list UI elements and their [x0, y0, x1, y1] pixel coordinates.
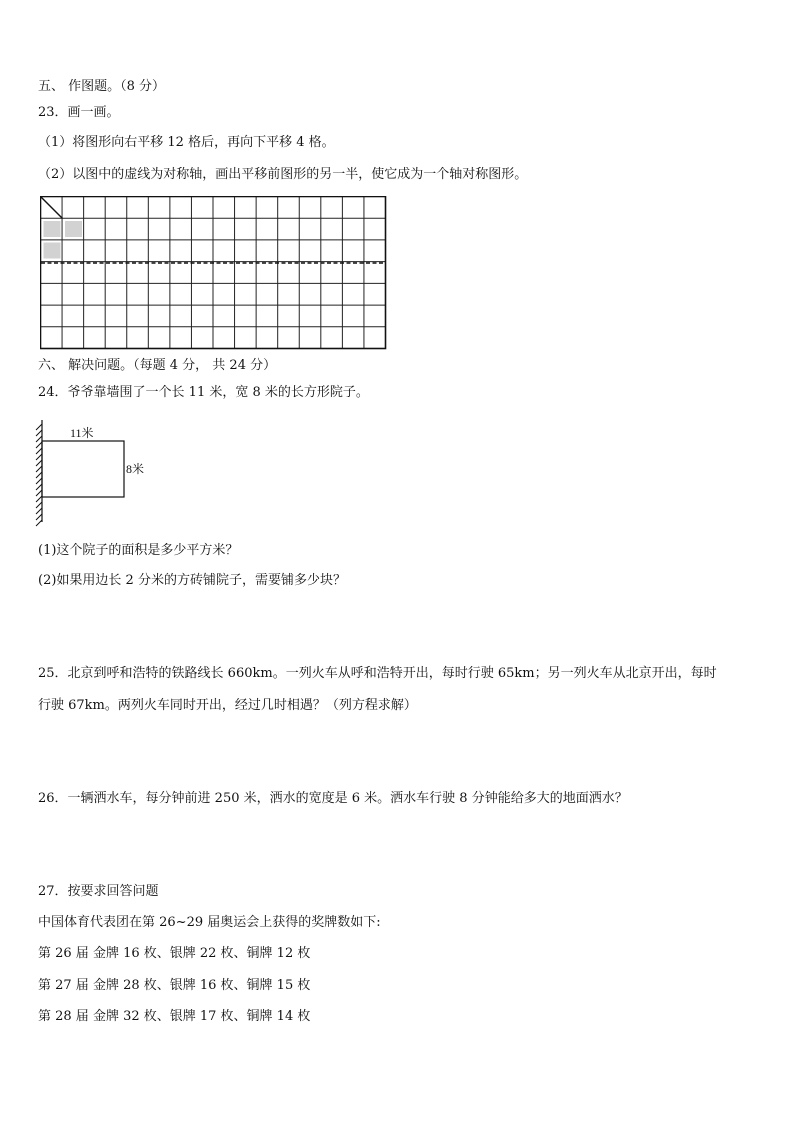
hatch-stroke [36, 424, 42, 430]
hatch-stroke [36, 478, 42, 484]
medal-row-26: 第 26 届 金牌 16 枚、银牌 22 枚、铜牌 12 枚 [38, 946, 311, 961]
shaded-cell [44, 221, 61, 237]
shaded-cell [65, 221, 82, 237]
hatch-stroke [36, 466, 42, 472]
hatch-stroke [36, 448, 42, 454]
hatch-stroke [36, 484, 42, 490]
question-23-title: 23．画一画。 [38, 105, 120, 120]
translation-grid [40, 196, 390, 352]
question-25-line-1: 25．北京到呼和浩特的铁路线长 660km。一列火车从呼和浩特开出，每时行驶 65km；另一列火车从北京开出，每时 [38, 666, 717, 681]
question-24-part-1: (1)这个院子的面积是多少平方米？ [38, 543, 239, 558]
hatch-stroke [36, 460, 42, 466]
hatch-stroke [36, 508, 42, 514]
yard-rectangle [42, 441, 124, 497]
hatch-stroke [36, 520, 42, 526]
wall-hatching [36, 424, 42, 526]
hatch-stroke [36, 436, 42, 442]
question-23-part-2: （2）以图中的虚线为对称轴，画出平移前图形的另一半，使它成为一个轴对称图形。 [38, 167, 528, 182]
hatch-stroke [36, 442, 42, 448]
hatch-stroke [36, 454, 42, 460]
question-23-part-1: （1）将图形向右平移 12 格后，再向下平移 4 格。 [38, 135, 335, 150]
section-six-heading: 六、 解决问题。（每题 4 分， 共 24 分） [38, 358, 277, 373]
section-five-heading: 五、 作图题。（8 分） [38, 79, 166, 94]
yard-diagram [34, 416, 164, 528]
medal-row-27: 第 27 届 金牌 28 枚、银牌 16 枚、铜牌 15 枚 [38, 978, 311, 993]
yard-length-label: 11米 [70, 426, 94, 440]
hatch-stroke [36, 514, 42, 520]
question-24-title: 24．爷爷靠墙围了一个长 11 米，宽 8 米的长方形院子。 [38, 385, 369, 400]
yard-width-label: 8米 [126, 462, 145, 476]
shaded-cell [44, 243, 61, 259]
grid-lines [41, 197, 386, 349]
hatch-stroke [36, 496, 42, 502]
question-26-text: 26．一辆洒水车，每分钟前进 250 米，洒水的宽度是 6 米。洒水车行驶 8 分钟能给多大的地面洒水？ [38, 791, 628, 806]
question-27-title: 27．按要求回答问题 [38, 884, 159, 899]
question-25-line-2: 行驶 67km。两列火车同时开出，经过几时相遇？（列方程求解） [38, 698, 417, 713]
medal-row-28: 第 28 届 金牌 32 枚、银牌 17 枚、铜牌 14 枚 [38, 1009, 311, 1024]
hatch-stroke [36, 490, 42, 496]
hatch-stroke [36, 430, 42, 436]
hatch-stroke [36, 472, 42, 478]
hatch-stroke [36, 502, 42, 508]
question-27-intro: 中国体育代表团在第 26~29 届奥运会上获得的奖牌数如下: [38, 915, 381, 930]
question-24-part-2: (2)如果用边长 2 分米的方砖铺院子，需要铺多少块？ [38, 573, 346, 588]
shape-diagonal-edge [41, 197, 63, 219]
